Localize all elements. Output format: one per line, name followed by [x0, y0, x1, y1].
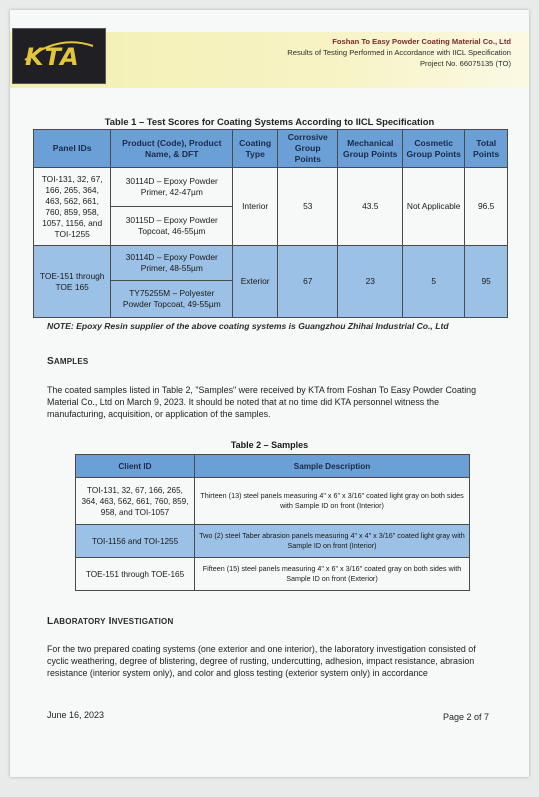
panel-ids-cell: TOE-151 through TOE 165	[34, 246, 111, 318]
total-cell: 95	[465, 246, 508, 318]
table1-header: Cosmetic Group Points	[403, 130, 465, 168]
logo-text: KTA	[25, 43, 80, 71]
corrosive-cell: 67	[278, 246, 338, 318]
client-id-cell: TOI-1156 and TOI-1255	[76, 525, 195, 558]
table1-header: Total Points	[465, 130, 508, 168]
table1-header: Product (Code), Product Name, & DFT	[111, 130, 233, 168]
cosmetic-cell: Not Applicable	[403, 168, 465, 246]
sample-description-cell: Fifteen (15) steel panels measuring 4" x 6" x 3/16" coated gray on both sides with Sample ID on front (Exterior)	[195, 558, 470, 591]
table-row	[76, 478, 470, 525]
table-row	[76, 558, 470, 591]
table1-note: NOTE: Epoxy Resin supplier of the above coating systems is Guangzhou Zhihai Industrial Co., Ltd	[47, 321, 449, 331]
total-cell: 96.5	[465, 168, 508, 246]
table2-title: Table 2 – Samples	[230, 440, 309, 450]
header-subtitle: Results of Testing Performed in Accordance with IICL Specification	[287, 48, 511, 57]
table1-header: Corrosive Group Points	[278, 130, 338, 168]
table1-header: Panel IDs	[34, 130, 111, 168]
table-row	[34, 168, 508, 207]
cosmetic-cell: 5	[403, 246, 465, 318]
sample-description-cell: Two (2) steel Taber abrasion panels measuring 4" x 4" x 3/16" coated light gray with Sample ID on front (Interior)	[195, 525, 470, 558]
table-row	[34, 246, 508, 281]
product-cell: 30114D – Epoxy Powder Primer, 48-55µm	[111, 246, 233, 281]
table1-title: Table 1 – Test Scores for Coating Systems According to IICL Specification	[104, 116, 435, 127]
mechanical-cell: 43.5	[338, 168, 403, 246]
table2-header: Client ID	[76, 455, 195, 478]
client-id-cell: TOE-151 through TOE-165	[76, 558, 195, 591]
test-scores-table	[33, 129, 508, 318]
coating-type-cell: Exterior	[233, 246, 278, 318]
table-row	[76, 525, 470, 558]
table1-header: Mechanical Group Points	[338, 130, 403, 168]
mechanical-cell: 23	[338, 246, 403, 318]
header-company: Foshan To Easy Powder Coating Material Co., Ltd	[332, 37, 511, 46]
lab-paragraph: For the two prepared coating systems (one exterior and one interior), the laboratory investigation consisted of cyclic weathering, degree of blistering, degree of rusting, undercutting, adhesion, impact resistance, abrasion resistance (interior system only), and color and gloss testing (exterior system only) in accordance	[47, 644, 476, 678]
samples-heading: SAMPLES	[47, 356, 89, 367]
lab-heading: LABORATORY INVESTIGATION	[47, 616, 174, 627]
report-page	[10, 10, 529, 777]
table2-header: Sample Description	[195, 455, 470, 478]
page-number: Page 2 of 7	[442, 712, 489, 722]
header-project: Project No. 66075135 (TO)	[419, 59, 511, 68]
footer-date: June 16, 2023	[47, 710, 105, 720]
panel-ids-cell: TOI-131, 32, 67, 166, 265, 364, 463, 562, 661, 760, 859, 958, 1057, 1156, and TOI-1255	[34, 168, 111, 246]
product-cell: TY75255M – Polyester Powder Topcoat, 49-55µm	[111, 281, 233, 318]
corrosive-cell: 53	[278, 168, 338, 246]
kta-logo	[12, 28, 106, 84]
header-info	[287, 36, 511, 69]
product-cell: 30115D – Epoxy Powder Topcoat, 46-55µm	[111, 207, 233, 246]
samples-paragraph: The coated samples listed in Table 2, "Samples" were received by KTA from Foshan To Easy Powder Coating Material Co., Ltd on March 9, 2023. It should be noted that at no time did KTA personnel witness the manufacturing, acquisition, or application of the samples.	[47, 385, 477, 419]
product-cell: 30114D – Epoxy Powder Primer, 42-47µm	[111, 168, 233, 207]
client-id-cell: TOI-131, 32, 67, 166, 265, 364, 463, 562, 661, 760, 859, 958, and TOI-1057	[76, 478, 195, 525]
table1-header: Coating Type	[233, 130, 278, 168]
coating-type-cell: Interior	[233, 168, 278, 246]
samples-table	[75, 454, 470, 591]
sample-description-cell: Thirteen (13) steel panels measuring 4" x 6" x 3/16" coated light gray on both sides with Sample ID on front (Interior)	[195, 478, 470, 525]
